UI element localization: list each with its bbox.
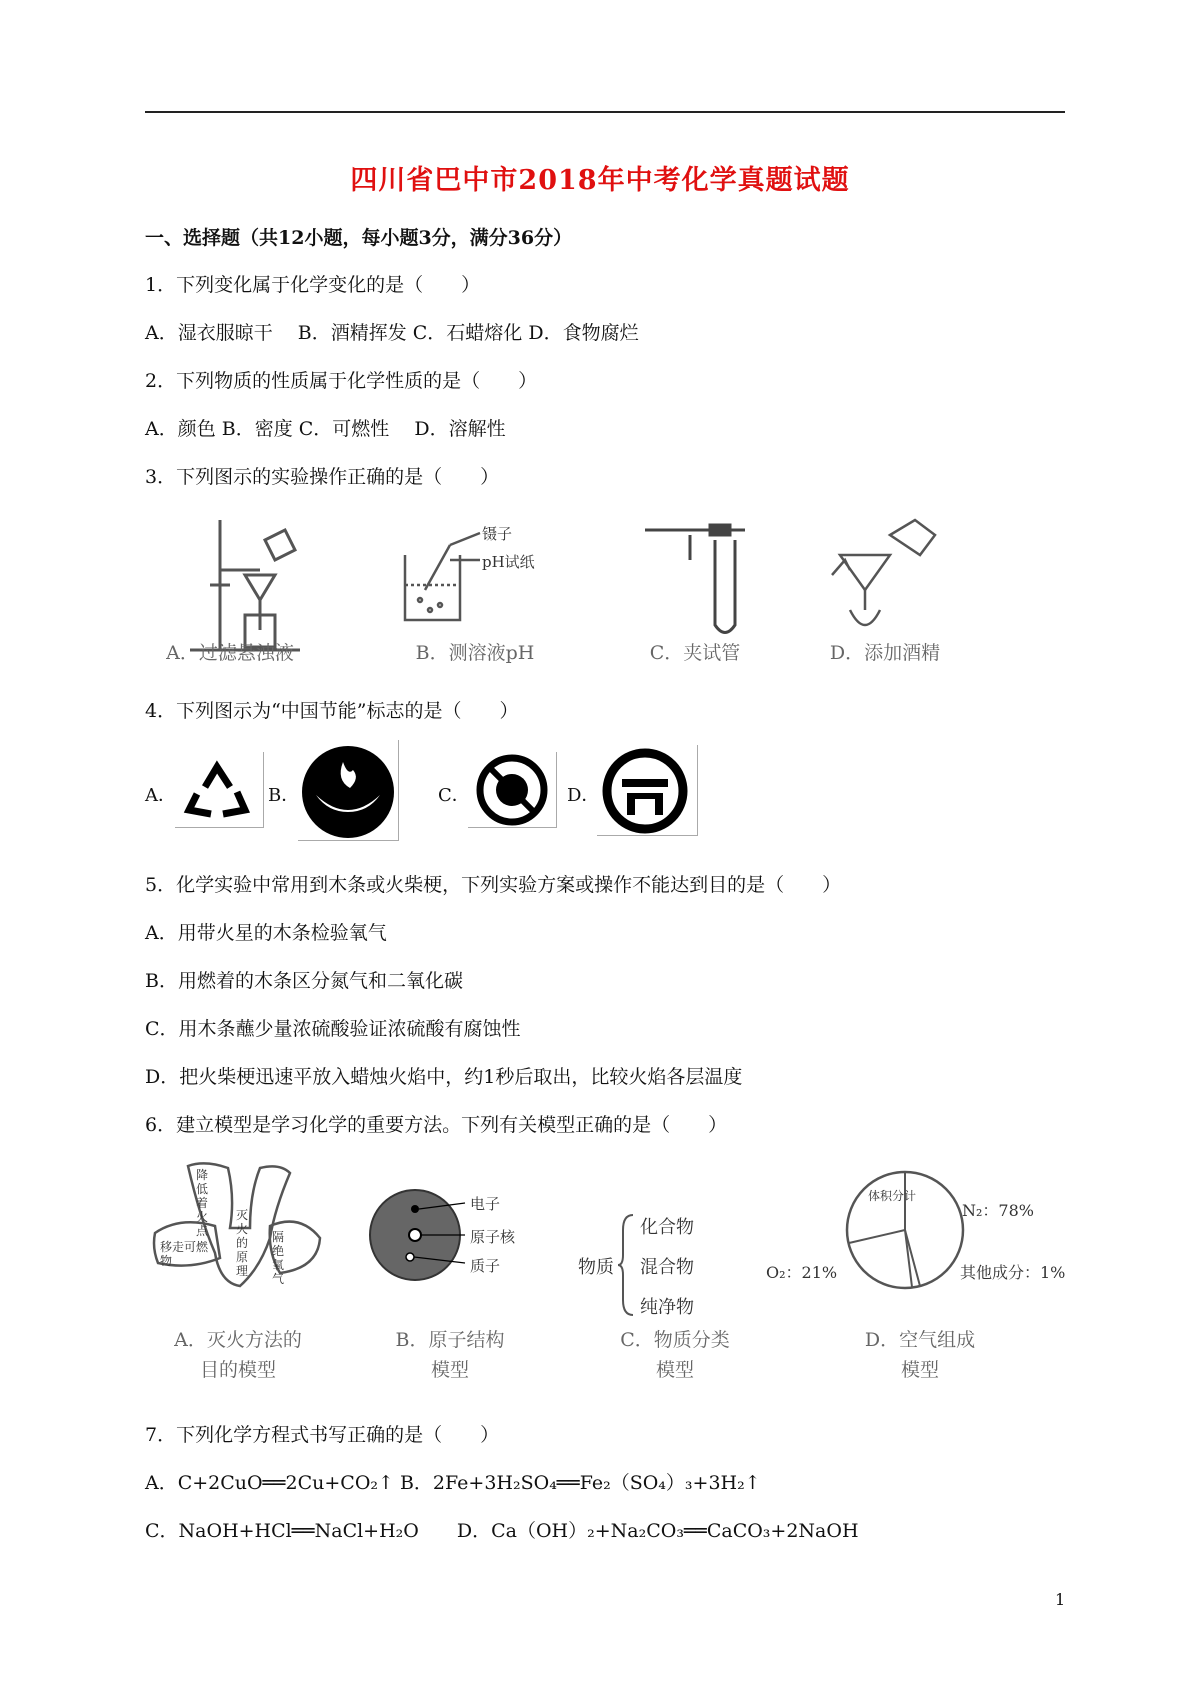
model-a-center-label: 灭火的原理 xyxy=(236,1208,249,1278)
q6-caption-a-line2: 目的模型 xyxy=(199,1359,276,1381)
model-c-item-3: 纯净物 xyxy=(640,1297,694,1318)
pie-title-label: 体积分计 xyxy=(868,1189,917,1203)
q1-options: A．湿衣服晾干 B．酒精挥发 C．石蜡熔化 D．食物腐烂 xyxy=(145,322,639,344)
q3-caption-b: B．测溶液pH xyxy=(415,642,535,664)
q6-stem: 6．建立模型是学习化学的重要方法。下列有关模型正确的是（ ） xyxy=(145,1114,728,1136)
q4-logo-d-box xyxy=(597,745,698,836)
q4-label-a: A． xyxy=(145,785,176,806)
o2-label: O₂：21% xyxy=(766,1263,838,1282)
electron-label: 电子 xyxy=(470,1195,501,1213)
q6-caption-c-line2: 模型 xyxy=(655,1359,694,1381)
model-c-root-label: 物质 xyxy=(578,1257,614,1278)
ph-paper-label: pH试纸 xyxy=(482,553,535,571)
q6-caption-d-line2: 模型 xyxy=(900,1359,939,1381)
q6-caption-a-line1: A．灭火方法的 xyxy=(174,1329,302,1351)
top-rule xyxy=(145,111,1065,113)
q5-option-b: B．用燃着的木条区分氮气和二氧化碳 xyxy=(145,970,463,992)
model-a-top-label: 降低着火点 xyxy=(196,1168,209,1238)
q4-logo-b-box xyxy=(298,740,399,841)
q7-stem: 7．下列化学方程式书写正确的是（ ） xyxy=(145,1424,500,1446)
q3-stem: 3．下列图示的实验操作正确的是（ ） xyxy=(145,466,500,488)
q3-caption-a: A．过滤悬浊液 xyxy=(166,642,294,664)
q3-caption-d: D．添加酒精 xyxy=(829,642,941,664)
model-c-item-2: 混合物 xyxy=(640,1257,694,1278)
energy-saving-icon xyxy=(597,745,697,835)
model-a-left-label: 移走可燃物 xyxy=(160,1240,209,1268)
brace-icon xyxy=(618,1210,638,1320)
q6-caption-c-line1: C．物质分类 xyxy=(620,1329,730,1351)
q6-caption-b-line2: 模型 xyxy=(430,1359,469,1381)
nucleus-label: 原子核 xyxy=(470,1228,516,1246)
page-title: 四川省巴中市2018年中考化学真题试题 xyxy=(350,165,850,196)
add-alcohol-figure xyxy=(820,515,950,655)
q3-caption-c: C．夹试管 xyxy=(649,642,741,664)
q5-option-c: C．用木条蘸少量浓硫酸验证浓硫酸有腐蚀性 xyxy=(145,1018,521,1040)
q6-caption-b-line1: B．原子结构 xyxy=(395,1329,505,1351)
q1-stem: 1．下列变化属于化学变化的是（ ） xyxy=(145,274,481,296)
q4-label-d: D． xyxy=(567,785,600,806)
other-label: 其他成分：1% xyxy=(960,1263,1066,1282)
test-tube-clamp-figure xyxy=(640,515,750,655)
model-a-right-label: 隔绝氧气 xyxy=(272,1230,285,1286)
q5-stem: 5．化学实验中常用到木条或火柴梗，下列实验方案或操作不能达到目的是（ ） xyxy=(145,874,842,896)
q4-label-b: B． xyxy=(268,785,300,806)
water-saving-icon xyxy=(298,740,398,840)
recycle-icon xyxy=(175,752,263,827)
model-c-item-1: 化合物 xyxy=(640,1217,694,1238)
q4-logo-c-box xyxy=(468,752,557,828)
q6-caption-d-line1: D．空气组成 xyxy=(864,1329,976,1351)
section-heading: 一、选择题（共12小题，每小题3分，满分36分） xyxy=(145,227,573,249)
tweezers-label: 镊子 xyxy=(482,525,513,543)
q2-stem: 2．下列物质的性质属于化学性质的是（ ） xyxy=(145,370,538,392)
q4-logo-a-box xyxy=(175,752,264,828)
page-number: 1 xyxy=(1055,1590,1066,1609)
ph-test-figure xyxy=(395,515,565,655)
q7-options-line1: A．C+2CuO══2Cu+CO₂↑ B．2Fe+3H₂SO₄══Fe₂（SO₄）₃+3H₂↑ xyxy=(145,1472,761,1494)
q4-label-c: C． xyxy=(438,785,470,806)
q2-options: A．颜色 B．密度 C．可燃性 D．溶解性 xyxy=(145,418,506,440)
q5-option-d: D．把火柴梗迅速平放入蜡烛火焰中，约1秒后取出，比较火焰各层温度 xyxy=(145,1066,743,1088)
proton-label: 质子 xyxy=(470,1257,501,1275)
q5-option-a: A．用带火星的木条检验氧气 xyxy=(145,922,387,944)
q4-stem: 4．下列图示为“中国节能”标志的是（ ） xyxy=(145,700,519,722)
q7-options-line2: C．NaOH+HCl══NaCl+H₂O D．Ca（OH）₂+Na₂CO₃══CaCO₃+2NaOH xyxy=(145,1520,859,1542)
no-smoking-icon xyxy=(468,752,556,827)
air-composition-pie xyxy=(840,1165,970,1295)
n2-label: N₂：78% xyxy=(962,1201,1034,1220)
